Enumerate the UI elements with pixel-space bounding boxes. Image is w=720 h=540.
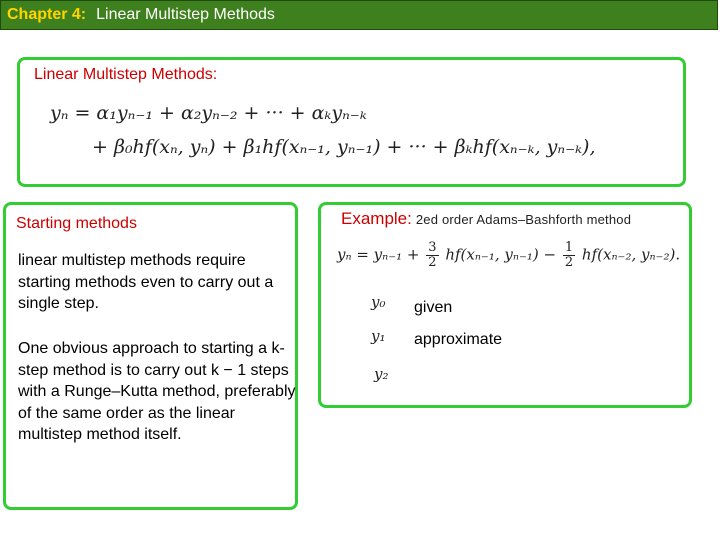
formula-line-1: yₙ = α₁yₙ₋₁ + α₂yₙ₋₂ + ··· + αₖyₙ₋ₖ: [50, 102, 367, 124]
starting-methods-heading: Starting methods: [16, 215, 137, 232]
y1-symbol: y₁: [371, 327, 386, 345]
frac1-numerator: 3: [428, 240, 437, 255]
ab-formula-lhs: yₙ = yₙ₋₁ +: [337, 245, 420, 264]
example-title: [341, 209, 631, 229]
frac2-numerator: 1: [564, 240, 574, 255]
starting-methods-box: [3, 202, 298, 510]
y2-symbol: y₂: [374, 365, 389, 383]
ab-formula-middle: hf(xₙ₋₁, yₙ₋₁) −: [445, 245, 557, 264]
title-bar: [0, 0, 718, 30]
y0-symbol: y₀: [371, 293, 386, 311]
frac2-denominator: 2: [564, 255, 574, 270]
fraction-one-half: [563, 241, 575, 270]
ab-formula-end: hf(xₙ₋₂, yₙ₋₂).: [581, 245, 681, 264]
approximate-label: approximate: [414, 331, 503, 348]
formula-heading: Linear Multistep Methods:: [34, 66, 218, 83]
example-label: Example:: [341, 209, 412, 228]
starting-methods-paragraph-1: linear multistep methods require starting methods even to carry out a single step.: [18, 252, 274, 312]
frac1-denominator: 2: [428, 255, 437, 270]
example-box: [318, 202, 692, 408]
page-title: Linear Multistep Methods: [96, 6, 275, 23]
chapter-label: Chapter 4:: [7, 6, 87, 23]
formula-line-2: + β₀hf(xₙ, yₙ) + β₁hf(xₙ₋₁, yₙ₋₁) + ··· + βₖhf(xₙ₋ₖ, yₙ₋ₖ),: [92, 136, 596, 158]
formula-box: [17, 57, 686, 187]
fraction-three-halves: [426, 241, 438, 270]
starting-methods-paragraph-2: One obvious approach to starting a k-step method is to carry out k − 1 steps with a Runge–Kutta method, preferably of the same order as the linear multistep method itself.: [18, 340, 296, 443]
example-description: 2ed order Adams–Bashforth method: [415, 212, 632, 227]
given-label: given: [414, 299, 453, 316]
adams-bashforth-formula: [337, 241, 680, 270]
